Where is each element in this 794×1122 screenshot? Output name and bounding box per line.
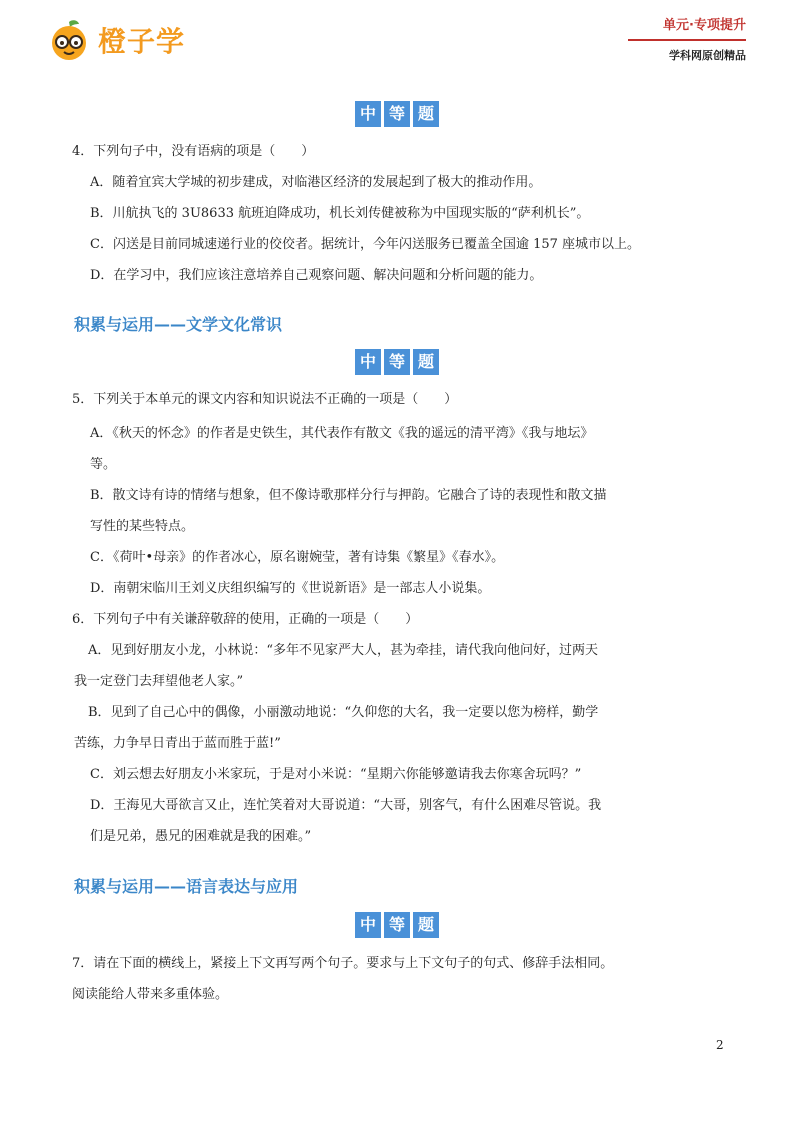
page-number: 2	[716, 1038, 724, 1052]
badge-char: 中	[355, 912, 381, 938]
question-5-option-a: A．《秋天的怀念》的作者是史铁生，其代表作有散文《我的遥远的清平湾》《我与地坛》	[90, 426, 594, 441]
question-5-stem: 5．下列关于本单元的课文内容和知识说法不正确的一项是（ ）	[72, 392, 458, 407]
badge-char: 中	[355, 101, 381, 127]
question-7-stem: 7．请在下面的横线上，紧接上下文再写两个句子。要求与上下文句子的句式、修辞手法相同。	[72, 956, 614, 971]
question-6-option-a: A．见到好朋友小龙，小林说：“多年不见家严大人，甚为牵挂，请代我向他问好，过两天	[88, 643, 599, 658]
section-title-language: 积累与运用——语言表达与应用	[74, 877, 299, 896]
orange-mascot-icon	[48, 19, 90, 61]
difficulty-badge-1	[0, 101, 794, 127]
badge-char: 等	[384, 912, 410, 938]
question-6-option-d-cont: 们是兄弟，愚兄的困难就是我的困难。”	[90, 829, 312, 844]
question-6-option-b: B．见到了自己心中的偶像，小丽激动地说：“久仰您的大名，我一定要以您为榜样，勤学	[88, 705, 599, 720]
badge-char: 题	[413, 101, 439, 127]
badge-char: 中	[355, 349, 381, 375]
question-5-option-b-cont: 写性的某些特点。	[90, 519, 195, 534]
question-4-stem: 4．下列句子中，没有语病的项是（ ）	[72, 144, 315, 159]
question-6-stem: 6．下列句子中有关谦辞敬辞的使用，正确的一项是（ ）	[72, 612, 419, 627]
question-6-option-a-cont: 我一定登门去拜望他老人家。”	[74, 674, 244, 689]
difficulty-badge-3	[0, 912, 794, 938]
header-divider	[628, 39, 746, 41]
header-subtitle: 学科网原创精品	[669, 49, 746, 62]
badge-char: 等	[384, 101, 410, 127]
badge-char: 等	[384, 349, 410, 375]
question-4-option-a: A．随着宜宾大学城的初步建成，对临港区经济的发展起到了极大的推动作用。	[90, 175, 542, 190]
question-5-option-a-cont: 等。	[90, 457, 117, 472]
page-header	[0, 0, 794, 70]
header-tag: 单元·专项提升	[663, 18, 746, 33]
header-tag-block	[628, 14, 746, 63]
brand-name: 橙子学	[98, 25, 186, 58]
question-6-option-b-cont: 苦练，力争早日青出于蓝而胜于蓝!”	[74, 736, 281, 751]
question-5-option-b: B．散文诗有诗的情绪与想象，但不像诗歌那样分行与押韵。它融合了诗的表现性和散文描	[90, 488, 607, 503]
question-5-option-d: D．南朝宋临川王刘义庆组织编写的《世说新语》是一部志人小说集。	[90, 581, 491, 596]
question-6-option-c: C．刘云想去好朋友小米家玩，于是对小米说：“星期六你能够邀请我去你寒舍玩吗？”	[90, 767, 582, 782]
section-title-literature: 积累与运用——文学文化常识	[74, 315, 283, 334]
question-4-option-c: C．闪送是目前同城速递行业的佼佼者。据统计，今年闪送服务已覆盖全国逾 157 座城市以上。	[90, 237, 641, 252]
question-7-context: 阅读能给人带来多重体验。	[72, 987, 229, 1002]
question-6-option-d: D．王海见大哥欲言又止，连忙笑着对大哥说道：“大哥，别客气，有什么困难尽管说。我	[90, 798, 602, 813]
brand-logo	[48, 14, 208, 66]
question-4-option-b: B．川航执飞的 3U8633 航班迫降成功，机长刘传健被称为中国现实版的“萨利机长”。	[90, 206, 590, 221]
badge-char: 题	[413, 912, 439, 938]
question-5-option-c: C．《荷叶•母亲》的作者冰心，原名谢婉莹，著有诗集《繁星》《春水》。	[90, 550, 505, 565]
question-4-option-d: D．在学习中，我们应该注意培养自己观察问题、解决问题和分析问题的能力。	[90, 268, 543, 283]
badge-char: 题	[413, 349, 439, 375]
difficulty-badge-2	[0, 349, 794, 375]
